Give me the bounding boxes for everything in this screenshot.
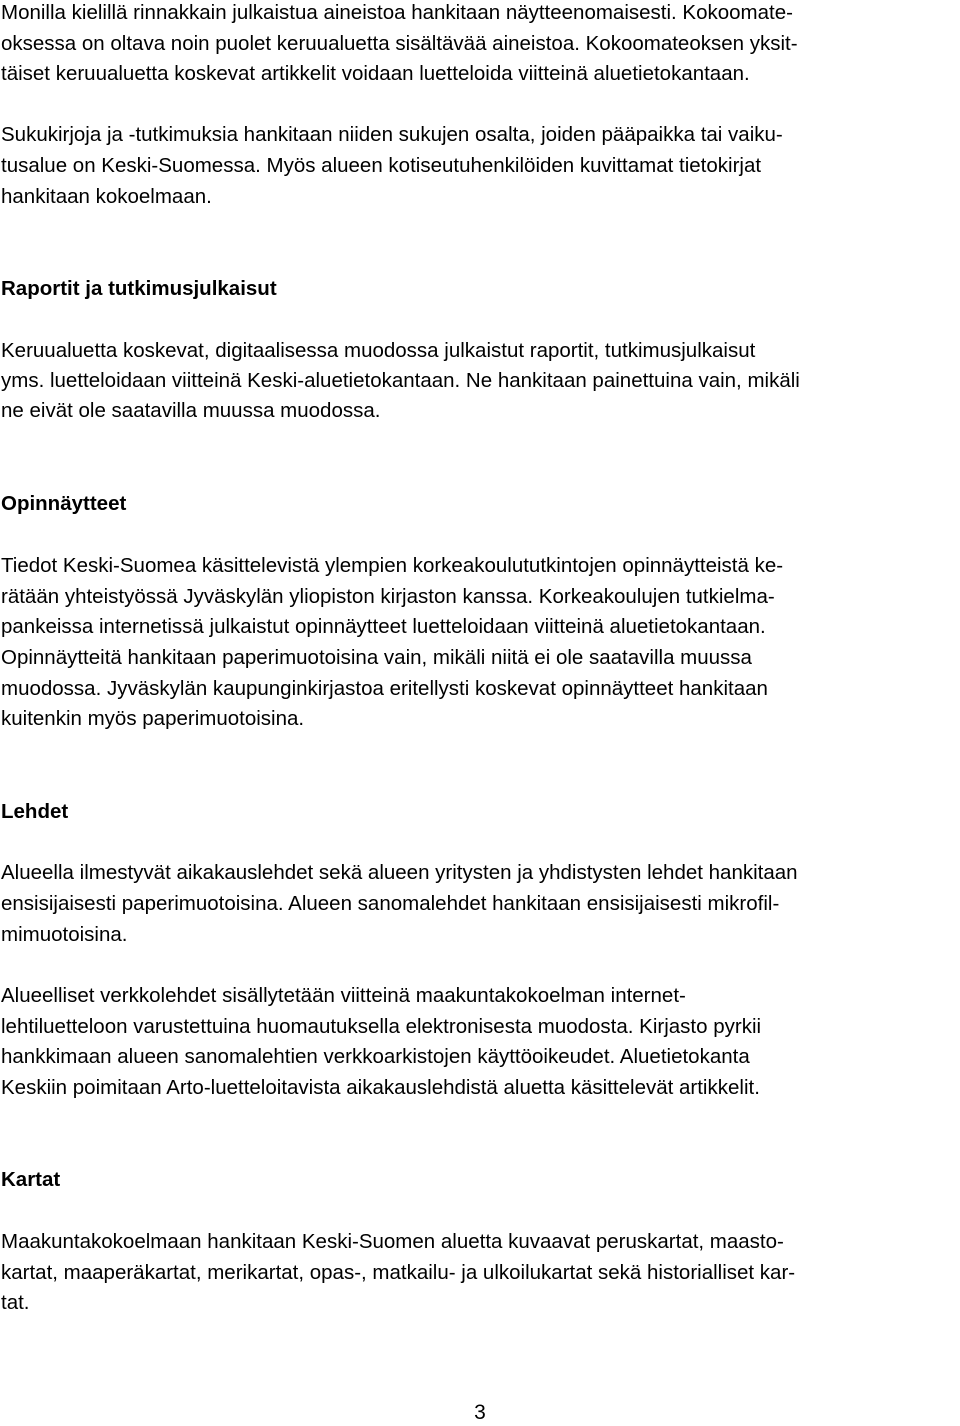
text-line: hankitaan kokoelmaan.: [1, 185, 212, 208]
text-line: kartat, maaperäkartat, merikartat, opas-, matkailu- ja ulkoilukartat sekä historialliset kar-: [1, 1261, 796, 1284]
text-line: ensisijaisesti paperimuotoisina. Alueen sanomalehdet hankitaan ensisijaisesti mikrofil-: [1, 892, 780, 915]
section-heading-raportit: Raportit ja tutkimusjulkaisut: [1, 277, 277, 300]
text-line: Alueelliset verkkolehdet sisällytetään viitteinä maakuntakokoelman internet-: [1, 984, 686, 1007]
text-line: Opinnäytteitä hankitaan paperimuotoisina vain, mikäli niitä ei ole saatavilla muussa: [1, 646, 752, 669]
text-line: tat.: [1, 1291, 30, 1314]
text-line: tusalue on Keski-Suomessa. Myös alueen kotiseutuhenkilöiden kuvittamat tietokirjat: [1, 154, 762, 177]
text-line: yms. luetteloidaan viitteinä Keski-aluetietokantaan. Ne hankitaan painettuina vain, mikäli: [1, 369, 800, 392]
text-line: oksessa on oltava noin puolet keruualuetta sisältävää aineistoa. Kokoomateoksen yksit-: [1, 32, 798, 55]
text-line: lehtiluetteloon varustettuina huomautuksella elektronisesta muodosta. Kirjasto pyrkii: [1, 1015, 762, 1038]
page-number: 3: [474, 1401, 486, 1424]
text-line: rätään yhteistyössä Jyväskylän yliopiston kirjaston kanssa. Korkeakoulujen tutkielma-: [1, 585, 775, 608]
section-heading-lehdet: Lehdet: [1, 800, 69, 823]
text-line: mimuotoisina.: [1, 923, 128, 946]
text-line: Alueella ilmestyvät aikakauslehdet sekä alueen yritysten ja yhdistysten lehdet hankitaan: [1, 861, 798, 884]
section-heading-kartat: Kartat: [1, 1168, 61, 1191]
text-line: pankeissa internetissä julkaistut opinnäytteet luetteloidaan viitteinä aluetietokantaan.: [1, 615, 766, 638]
text-line: täiset keruualuetta koskevat artikkelit voidaan luetteloida viitteinä aluetietokantaan.: [1, 62, 750, 85]
text-line: Keruualuetta koskevat, digitaalisessa muodossa julkaistut raportit, tutkimusjulkaisut: [1, 339, 756, 362]
text-line: Keskiin poimitaan Arto-luetteloitavista aikakauslehdistä aluetta käsittelevät artikkelit.: [1, 1076, 760, 1099]
section-heading-opinnaytteet: Opinnäytteet: [1, 492, 127, 515]
text-line: hankkimaan alueen sanomalehtien verkkoarkistojen käyttöoikeudet. Aluetietokanta: [1, 1045, 750, 1068]
text-line: Sukukirjoja ja -tutkimuksia hankitaan niiden sukujen osalta, joiden pääpaikka tai vaiku-: [1, 123, 783, 146]
text-line: muodossa. Jyväskylän kaupunginkirjastoa eritellysti koskevat opinnäytteet hankitaan: [1, 677, 768, 700]
text-line: kuitenkin myös paperimuotoisina.: [1, 707, 305, 730]
text-line: ne eivät ole saatavilla muussa muodossa.: [1, 399, 381, 422]
text-line: Tiedot Keski-Suomea käsittelevistä ylempien korkeakoulututkintojen opinnäytteistä ke-: [1, 554, 784, 577]
text-line: Maakuntakokoelmaan hankitaan Keski-Suomen aluetta kuvaavat peruskartat, maasto-: [1, 1230, 784, 1253]
text-line: Monilla kielillä rinnakkain julkaistua aineistoa hankitaan näytteenomaisesti. Kokoomate-: [1, 1, 793, 24]
